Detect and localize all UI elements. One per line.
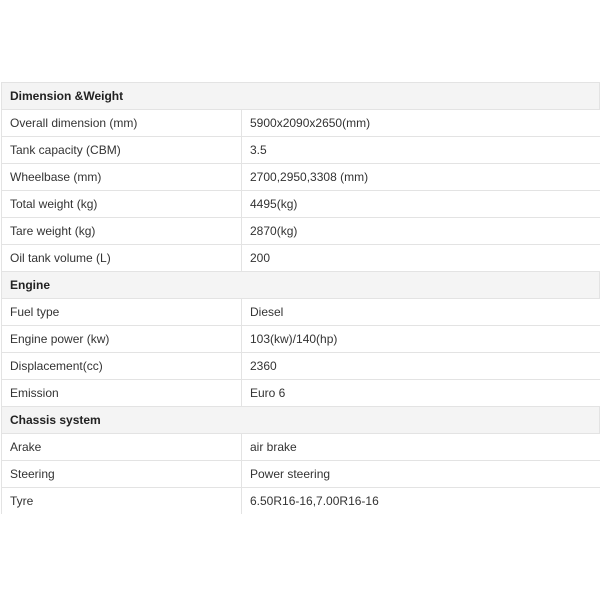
spec-value: 2870(kg) bbox=[242, 218, 600, 245]
table-row bbox=[2, 326, 600, 353]
spec-label: Overall dimension (mm) bbox=[2, 110, 242, 137]
spec-value: 6.50R16-16,7.00R16-16 bbox=[242, 488, 600, 515]
table-row bbox=[2, 245, 600, 272]
section-header-engine bbox=[2, 272, 600, 299]
table-row bbox=[2, 353, 600, 380]
table-row bbox=[2, 461, 600, 488]
spec-value: 5900x2090x2650(mm) bbox=[242, 110, 600, 137]
table-row bbox=[2, 164, 600, 191]
table-row bbox=[2, 434, 600, 461]
table-row bbox=[2, 110, 600, 137]
table-row bbox=[2, 299, 600, 326]
section-header-chassis-system bbox=[2, 407, 600, 434]
spec-label: Total weight (kg) bbox=[2, 191, 242, 218]
spec-value: Power steering bbox=[242, 461, 600, 488]
spec-label: Displacement(cc) bbox=[2, 353, 242, 380]
table-row bbox=[2, 137, 600, 164]
spec-label: Fuel type bbox=[2, 299, 242, 326]
spec-label: Tyre bbox=[2, 488, 242, 515]
spec-label: Arake bbox=[2, 434, 242, 461]
section-title: Dimension &Weight bbox=[2, 83, 600, 110]
spec-label: Tank capacity (CBM) bbox=[2, 137, 242, 164]
spec-value: air brake bbox=[242, 434, 600, 461]
spec-value: 103(kw)/140(hp) bbox=[242, 326, 600, 353]
spec-table bbox=[1, 82, 600, 514]
spec-value: 2360 bbox=[242, 353, 600, 380]
spec-label: Wheelbase (mm) bbox=[2, 164, 242, 191]
spec-value: 3.5 bbox=[242, 137, 600, 164]
spec-value: Diesel bbox=[242, 299, 600, 326]
section-title: Engine bbox=[2, 272, 600, 299]
spec-label: Oil tank volume (L) bbox=[2, 245, 242, 272]
table-row bbox=[2, 191, 600, 218]
table-row bbox=[2, 218, 600, 245]
spec-value: 2700,2950,3308 (mm) bbox=[242, 164, 600, 191]
spec-value: Euro 6 bbox=[242, 380, 600, 407]
spec-value: 200 bbox=[242, 245, 600, 272]
section-header-dimension-weight bbox=[2, 83, 600, 110]
spec-label: Tare weight (kg) bbox=[2, 218, 242, 245]
spec-value: 4495(kg) bbox=[242, 191, 600, 218]
spec-label: Engine power (kw) bbox=[2, 326, 242, 353]
spec-label: Emission bbox=[2, 380, 242, 407]
table-row bbox=[2, 380, 600, 407]
table-row bbox=[2, 488, 600, 515]
section-title: Chassis system bbox=[2, 407, 600, 434]
spec-label: Steering bbox=[2, 461, 242, 488]
